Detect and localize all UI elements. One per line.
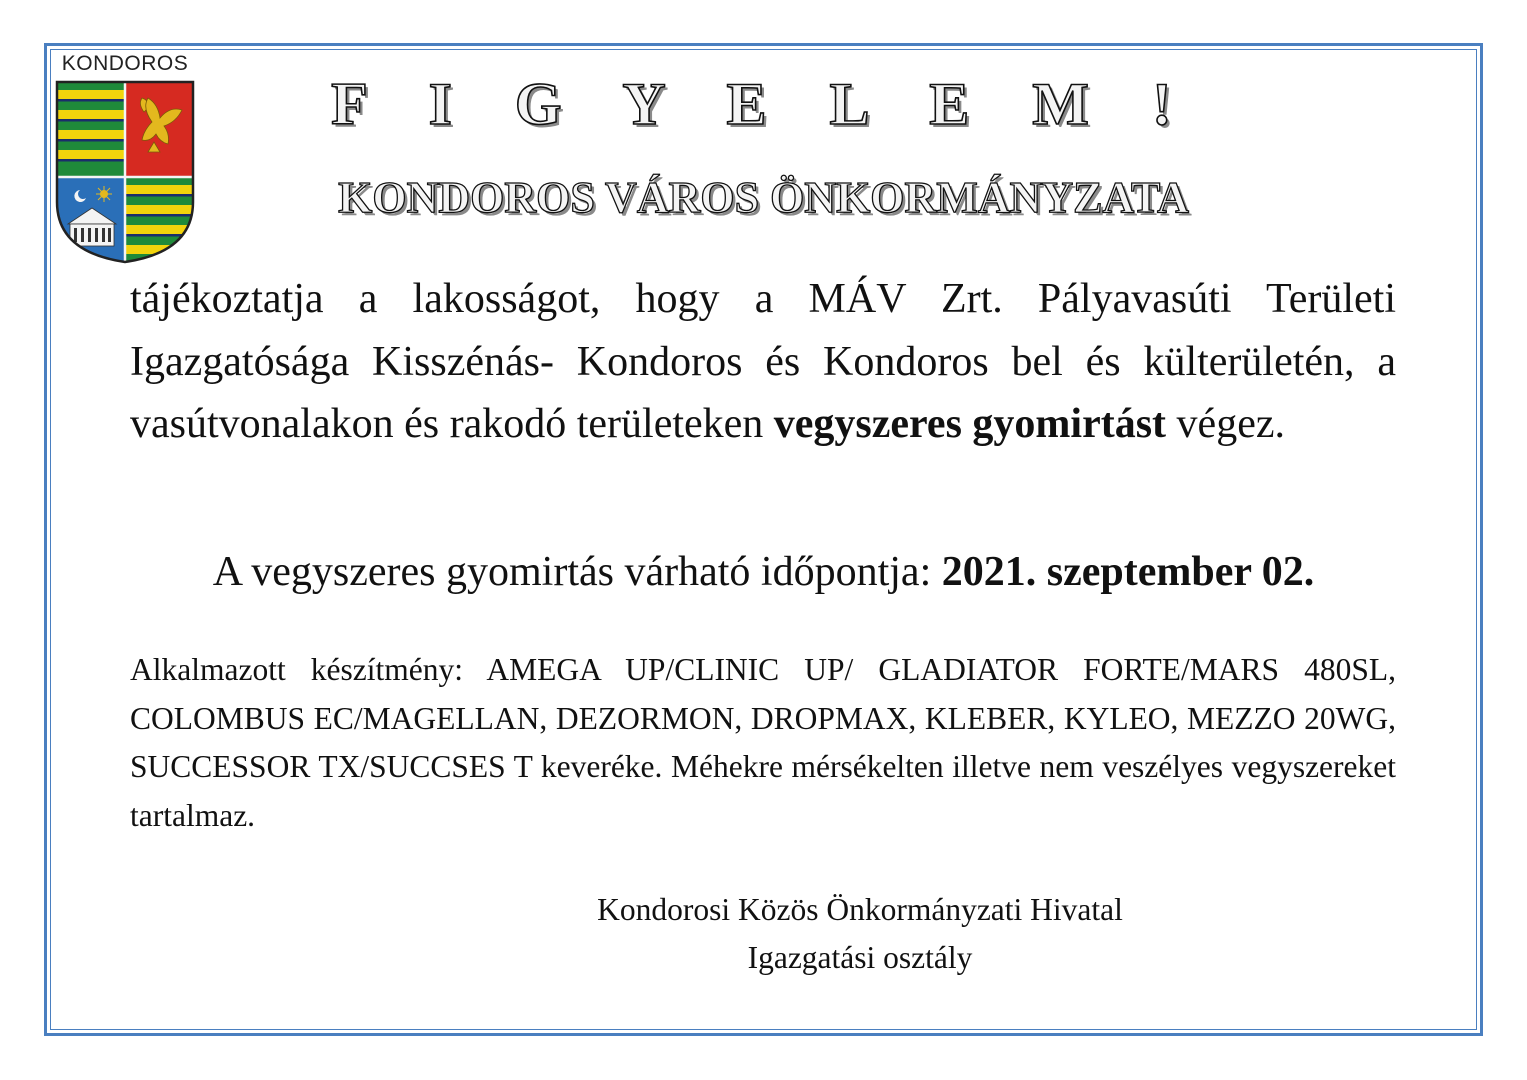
- notice-body: [130, 268, 1396, 456]
- notice-intro: tájékoztatja a lakosságot, hogy a MÁV Zrt. Pályavasúti Területi Igazgatósága Kisszénás- Kondoros és Kondoros bel és külterületén, a vasútvonalakon és rakodó területeken: [130, 276, 1396, 447]
- notice-title: F I G Y E L E M !: [331, 71, 1196, 137]
- date-label: A vegyszeres gyomirtás várható időpontja:: [212, 549, 932, 595]
- notice-bold-phrase: vegyszeres gyomirtást: [773, 401, 1167, 447]
- notice-end: végez.: [1176, 401, 1285, 447]
- signature-department: Igazgatási osztály: [747, 940, 973, 975]
- crest-caption: KONDOROS: [61, 52, 189, 75]
- date-value: 2021. szeptember 02.: [941, 549, 1315, 595]
- products-paragraph: Alkalmazott készítmény: AMEGA UP/CLINIC UP/ GLADIATOR FORTE/MARS 480SL, COLOMBUS EC/MAGELLAN, DEZORMON, DROPMAX, KLEBER, KYLEO, MEZZO 20WG, SUCCESSOR TX/SUCCSES T keveréke. Méhekre mérsékelten illetve nem veszélyes vegyszereket tartalmaz.: [130, 652, 1396, 833]
- signature-office: Kondorosi Közös Önkormányzati Hivatal: [597, 892, 1123, 927]
- issuer-heading: KONDOROS VÁROS ÖNKORMÁNYZATA: [338, 173, 1189, 222]
- signature-block: [560, 886, 1160, 982]
- date-line: [0, 544, 1527, 600]
